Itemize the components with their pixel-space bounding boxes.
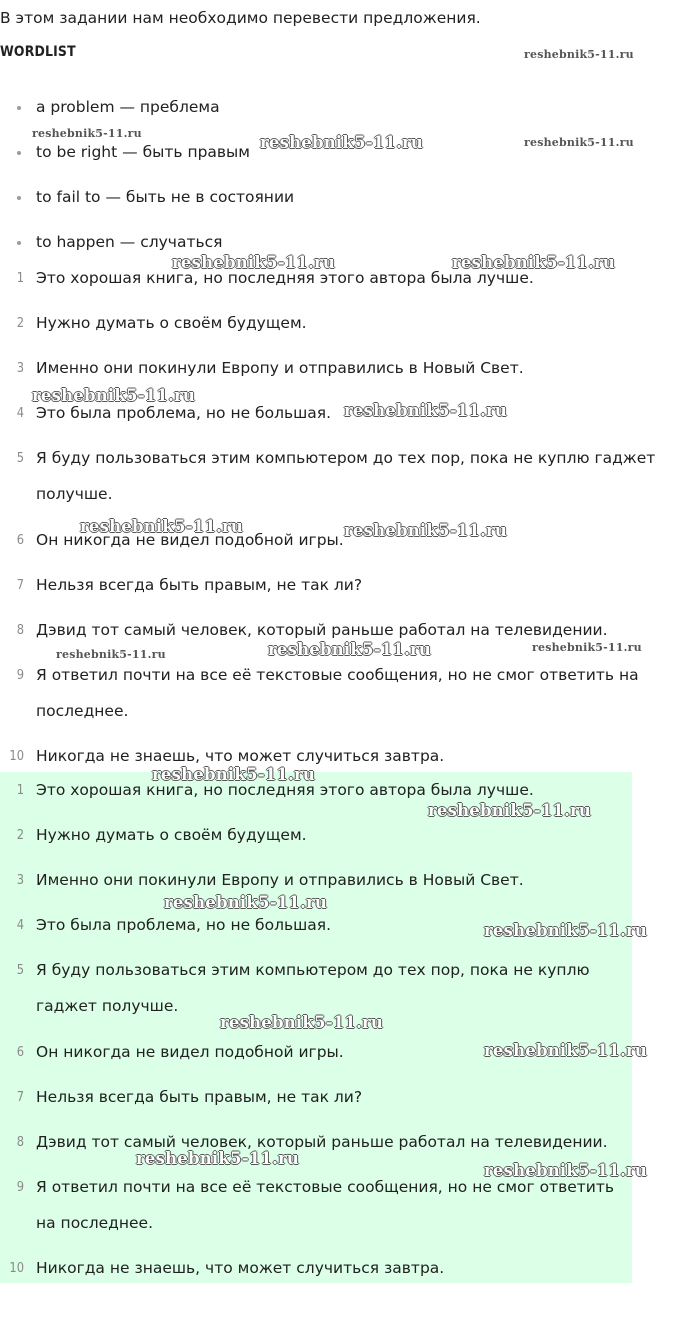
- sentence-text: Нужно думать о своём будущем.: [36, 314, 307, 332]
- sentence-text: Он никогда не видел подобной игры.: [36, 531, 344, 549]
- watermark: reshebnik5-11.ru: [260, 133, 424, 152]
- answer-number: 2: [16, 827, 24, 843]
- watermark: reshebnik5-11.ru: [152, 765, 316, 784]
- sentence-text-continued: получше.: [36, 485, 113, 503]
- answer-number: 7: [16, 1089, 24, 1105]
- intro-text: В этом задании нам необходимо перевести предложения.: [0, 9, 481, 27]
- watermark: reshebnik5-11.ru: [524, 48, 634, 61]
- word-text: to be right — быть правым: [36, 143, 250, 161]
- watermark: reshebnik5-11.ru: [524, 136, 634, 149]
- sentence-text: Никогда не знаешь, что может случиться завтра.: [36, 747, 445, 765]
- bullet-icon: [17, 196, 21, 200]
- answer-number: 10: [9, 1260, 24, 1276]
- watermark: reshebnik5-11.ru: [428, 801, 592, 820]
- answer-number: 9: [16, 1179, 24, 1195]
- watermark: reshebnik5-11.ru: [484, 1041, 648, 1060]
- word-text: to fail to — быть не в состоянии: [36, 188, 295, 206]
- sentence-number: 9: [16, 667, 24, 683]
- sentence-text: Я буду пользоваться этим компьютером до тех пор, пока не куплю гаджет: [36, 449, 656, 467]
- watermark: reshebnik5-11.ru: [164, 893, 328, 912]
- watermark: reshebnik5-11.ru: [268, 640, 432, 659]
- sentence-number: 5: [16, 450, 24, 466]
- answer-text: Он никогда не видел подобной игры.: [36, 1043, 344, 1061]
- sentence-number: 3: [16, 360, 24, 376]
- sentence-text: Это была проблема, но не большая.: [36, 404, 332, 422]
- watermark: reshebnik5-11.ru: [452, 253, 616, 272]
- watermark: reshebnik5-11.ru: [172, 253, 336, 272]
- sentence-number: 7: [16, 577, 24, 593]
- sentence-text: Нельзя всегда быть правым, не так ли?: [36, 576, 363, 594]
- answer-number: 3: [16, 872, 24, 888]
- sentence-number: 4: [16, 405, 24, 421]
- watermark: reshebnik5-11.ru: [32, 127, 142, 140]
- watermark: reshebnik5-11.ru: [484, 1161, 648, 1180]
- watermark: reshebnik5-11.ru: [484, 921, 648, 940]
- bullet-icon: [17, 241, 21, 245]
- answer-number: 5: [16, 962, 24, 978]
- watermark: reshebnik5-11.ru: [532, 641, 642, 654]
- bullet-icon: [17, 151, 21, 155]
- answer-text: Нельзя всегда быть правым, не так ли?: [36, 1088, 363, 1106]
- answer-text: Дэвид тот самый человек, который раньше работал на телевидении.: [36, 1133, 608, 1151]
- answer-text: Это хорошая книга, но последняя этого автора была лучше.: [36, 781, 534, 799]
- sentence-text: Я ответил почти на все её текстовые сообщения, но не смог ответить на: [36, 666, 639, 684]
- answer-number: 8: [16, 1134, 24, 1150]
- sentence-number: 2: [16, 315, 24, 331]
- answer-text: Никогда не знаешь, что может случиться завтра.: [36, 1259, 445, 1277]
- word-text: to happen — случаться: [36, 233, 223, 251]
- answer-text: Я ответил почти на все её текстовые сообщения, но не смог ответить: [36, 1178, 615, 1196]
- bullet-icon: [17, 106, 21, 110]
- answer-text: Я буду пользоваться этим компьютером до тех пор, пока не куплю: [36, 961, 590, 979]
- watermark: reshebnik5-11.ru: [80, 517, 244, 536]
- sentence-text: Это хорошая книга, но последняя этого автора была лучше.: [36, 269, 534, 287]
- sentence-text: Именно они покинули Европу и отправились в Новый Свет.: [36, 359, 524, 377]
- answer-text-continued: гаджет получше.: [36, 997, 179, 1015]
- answer-number: 4: [16, 917, 24, 933]
- watermark: reshebnik5-11.ru: [32, 386, 196, 405]
- watermark: reshebnik5-11.ru: [344, 401, 508, 420]
- watermark: reshebnik5-11.ru: [344, 521, 508, 540]
- watermark: reshebnik5-11.ru: [56, 648, 166, 661]
- answer-text-continued: на последнее.: [36, 1214, 153, 1232]
- word-text: a problem — преблема: [36, 98, 220, 116]
- watermark: reshebnik5-11.ru: [220, 1013, 384, 1032]
- answer-number: 6: [16, 1044, 24, 1060]
- answer-text: Это была проблема, но не большая.: [36, 916, 332, 934]
- wordlist-title: WORDLIST: [0, 44, 76, 60]
- answer-number: 1: [16, 782, 24, 798]
- watermark: reshebnik5-11.ru: [136, 1149, 300, 1168]
- sentence-text: Дэвид тот самый человек, который раньше работал на телевидении.: [36, 621, 608, 639]
- sentence-text-continued: последнее.: [36, 702, 129, 720]
- sentence-number: 10: [9, 748, 24, 764]
- sentence-number: 8: [16, 622, 24, 638]
- sentence-number: 6: [16, 532, 24, 548]
- answer-text: Нужно думать о своём будущем.: [36, 826, 307, 844]
- sentence-number: 1: [16, 270, 24, 286]
- answer-text: Именно они покинули Европу и отправились в Новый Свет.: [36, 871, 524, 889]
